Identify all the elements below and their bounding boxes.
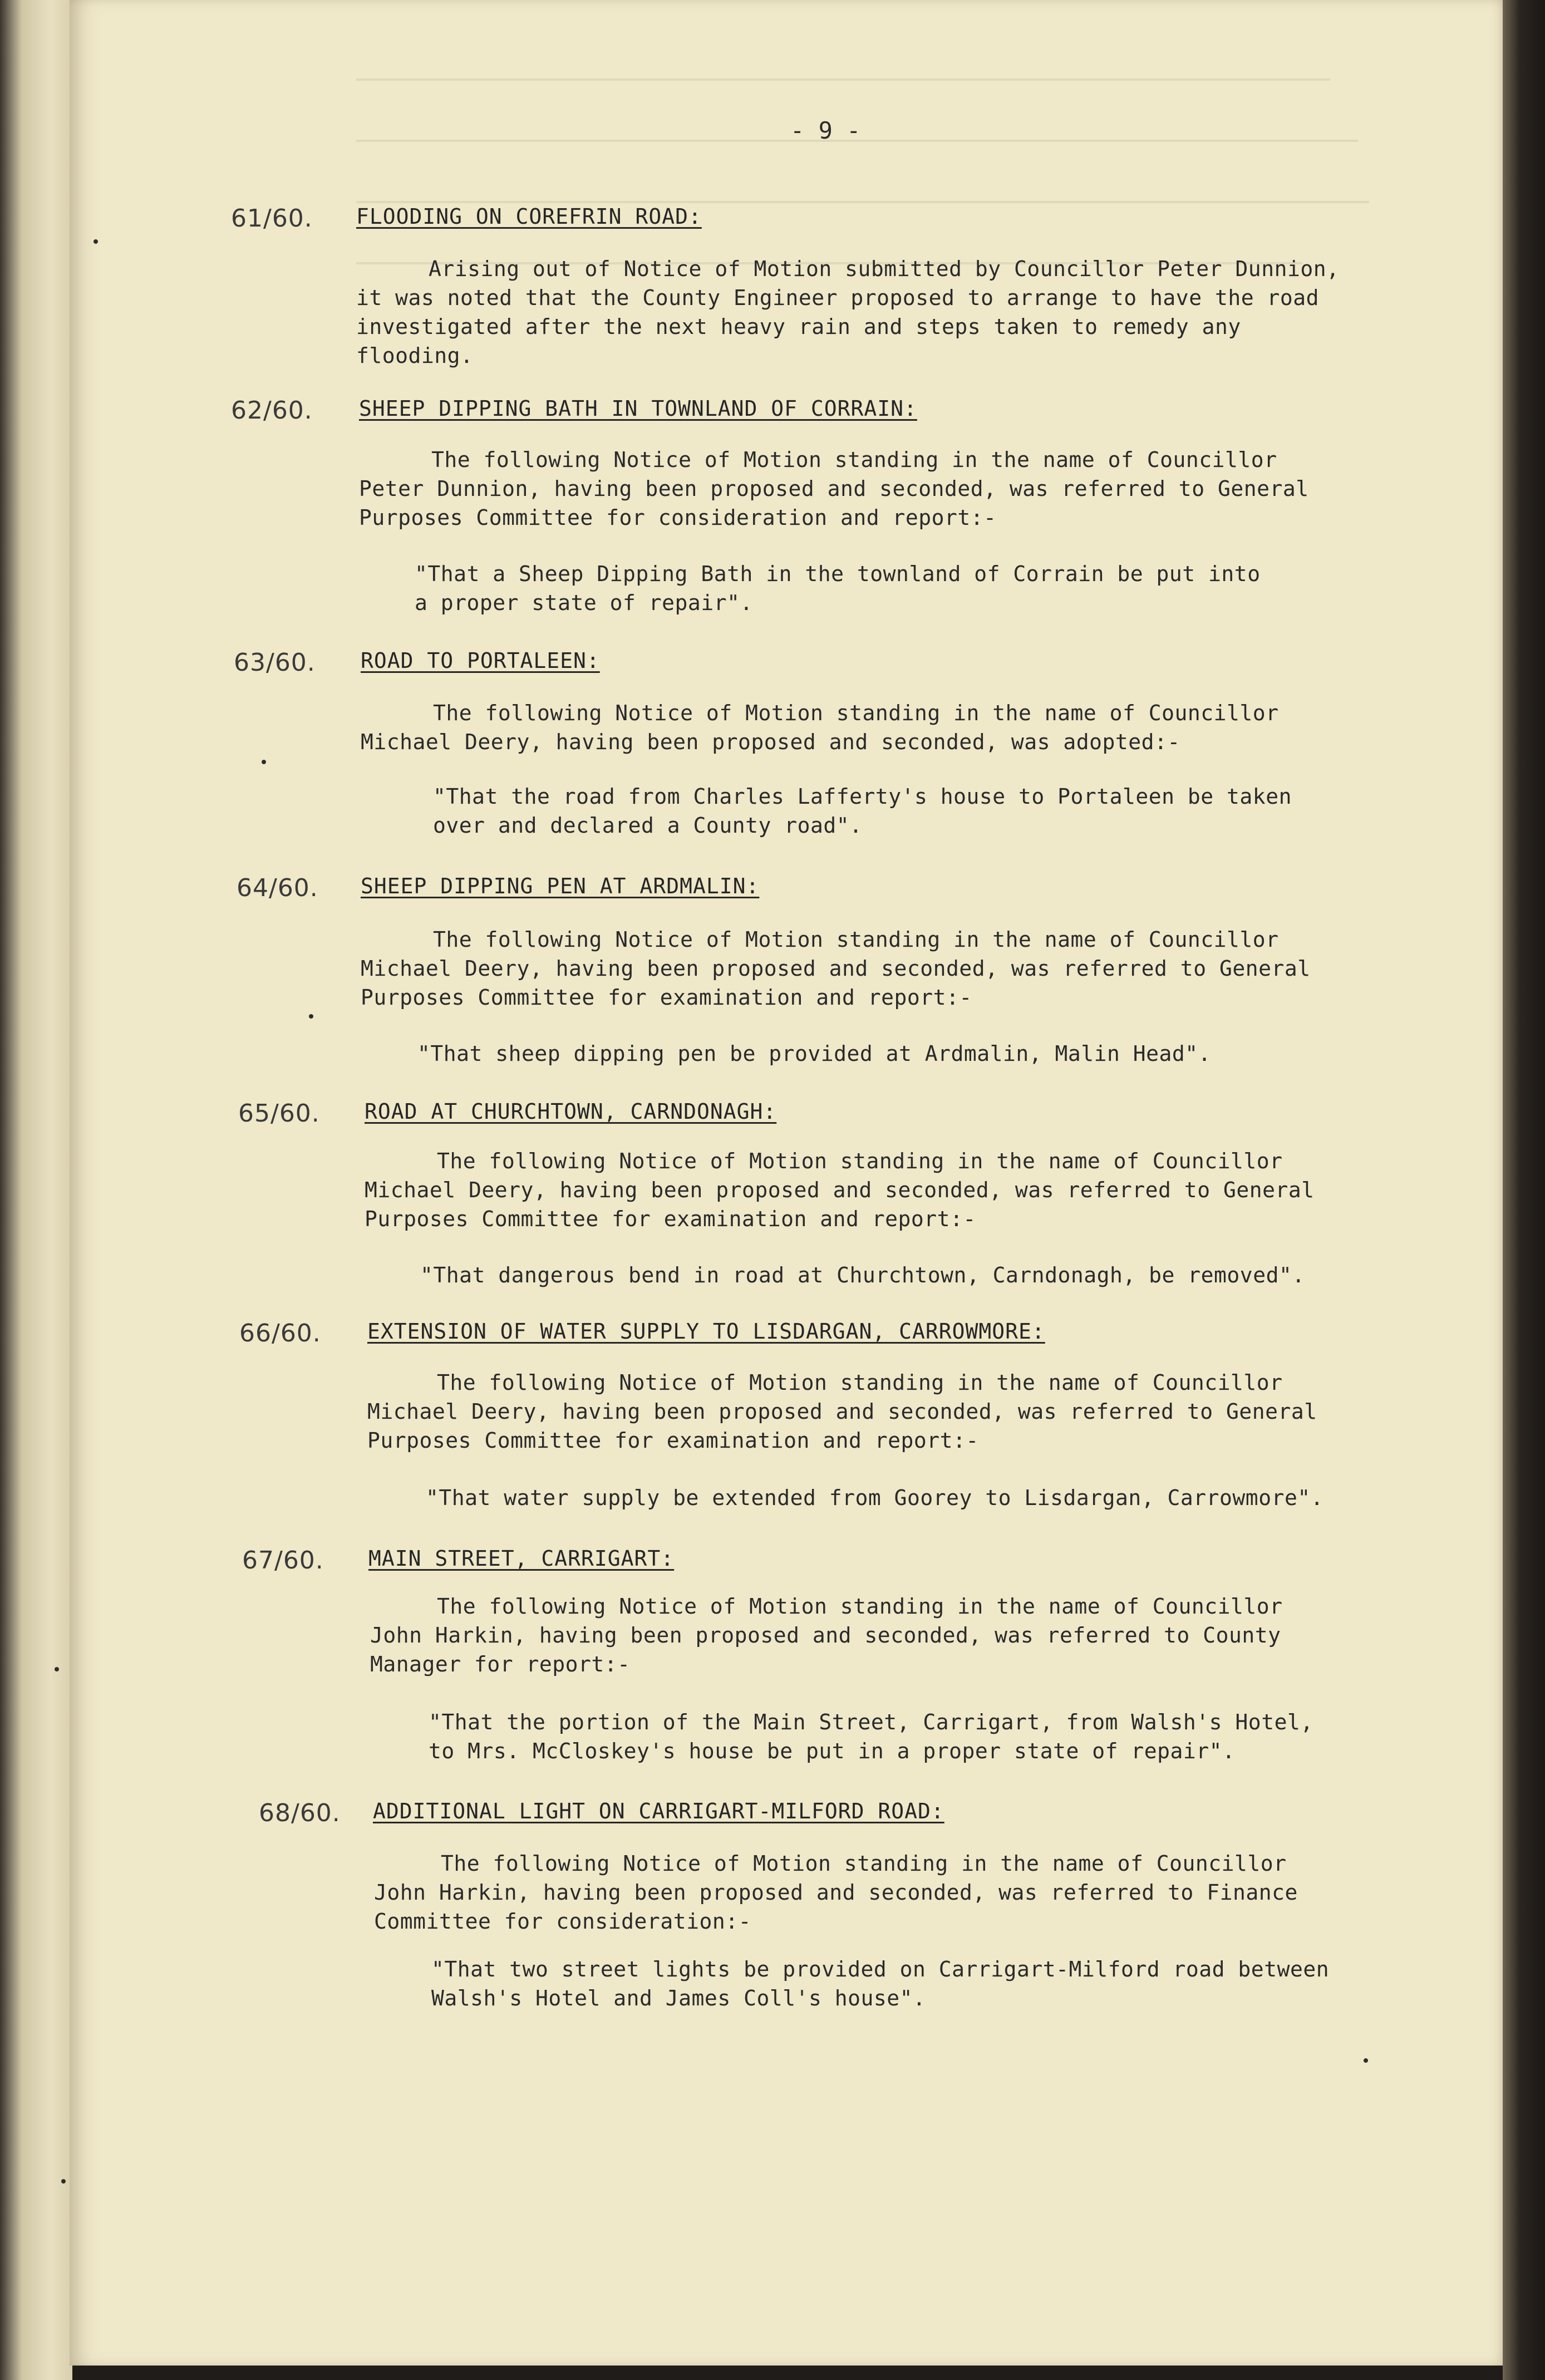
minute-paragraph: The following Notice of Motion standing in the name of Councillor John Harkin, having been proposed and seconded, was referred to Finance Committee for consideration:- [374,1851,1298,1934]
minute-heading: FLOODING ON COREFRIN ROAD: [356,204,702,229]
motion-quote: "That a Sheep Dipping Bath in the townland of Corrain be put into a proper state of repair". [415,562,1261,615]
motion-quote: "That the road from Charles Lafferty's house to Portaleen be taken over and declared a County road". [433,784,1292,838]
minute-reference: 65/60. [238,1099,320,1128]
minute-heading: ADDITIONAL LIGHT ON CARRIGART-MILFORD ROAD: [373,1799,944,1823]
margin-mark [55,1667,59,1671]
minute-heading: SHEEP DIPPING BATH IN TOWNLAND OF CORRAIN: [359,396,917,421]
margin-mark [94,239,98,244]
motion-quote: "That two street lights be provided on Carrigart-Milford road between Walsh's Hotel and James Coll's house". [431,1957,1330,2010]
minute-heading: MAIN STREET, CARRIGART: [368,1546,675,1571]
minute-reference: 66/60. [239,1319,321,1348]
minute-paragraph: The following Notice of Motion standing in the name of Councillor Michael Deery, having been proposed and seconded, was adopted:- [361,701,1279,754]
page-number: - 9 - [790,117,861,144]
margin-mark [262,760,266,764]
minute-reference: 67/60. [242,1546,324,1575]
minute-paragraph: The following Notice of Motion standing in the name of Councillor Michael Deery, having been proposed and seconded, was referred to General Purposes Committee for examination and report:- [365,1149,1315,1231]
minute-paragraph: The following Notice of Motion standing in the name of Councillor John Harkin, having been proposed and seconded, was referred to County Manager for report:- [370,1594,1283,1676]
motion-quote: "That water supply be extended from Goorey to Lisdargan, Carrowmore". [426,1486,1324,1510]
minute-reference: 64/60. [237,874,318,902]
motion-quote: "That the portion of the Main Street, Carrigart, from Walsh's Hotel, to Mrs. McCloskey's house be put in a proper state of repair". [429,1710,1313,1763]
minute-reference: 62/60. [231,396,313,425]
minute-heading: SHEEP DIPPING PEN AT ARDMALIN: [361,874,760,898]
margin-mark [1364,2058,1368,2063]
motion-quote: "That dangerous bend in road at Churchtown, Carndonagh, be removed". [420,1263,1305,1287]
margin-mark [61,2179,66,2184]
minute-heading: EXTENSION OF WATER SUPPLY TO LISDARGAN, CARROWMORE: [367,1319,1045,1344]
margin-mark [309,1014,313,1019]
minute-heading: ROAD AT CHURCHTOWN, CARNDONAGH: [365,1099,777,1124]
minute-paragraph: The following Notice of Motion standing in the name of Councillor Peter Dunnion, having been proposed and seconded, was referred to General Purposes Committee for consideration and report:- [359,448,1309,530]
minute-reference: 68/60. [259,1799,341,1827]
minute-heading: ROAD TO PORTALEEN: [361,648,600,673]
motion-quote: "That sheep dipping pen be provided at Ardmalin, Malin Head". [417,1041,1212,1066]
minute-reference: 63/60. [234,648,316,677]
minute-reference: 61/60. [231,204,313,233]
minute-paragraph: The following Notice of Motion standing in the name of Councillor Michael Deery, having been proposed and seconded, was referred to General Purposes Committee for examination and report:- [361,927,1311,1010]
minute-paragraph: The following Notice of Motion standing in the name of Councillor Michael Deery, having been proposed and seconded, was referred to General Purposes Committee for examination and report:- [367,1370,1317,1453]
minute-paragraph: Arising out of Notice of Motion submitted by Councillor Peter Dunnion, it was noted that the County Engineer proposed to arrange to have the road investigated after the next heavy rain and steps taken to remedy any flooding. [356,257,1340,368]
